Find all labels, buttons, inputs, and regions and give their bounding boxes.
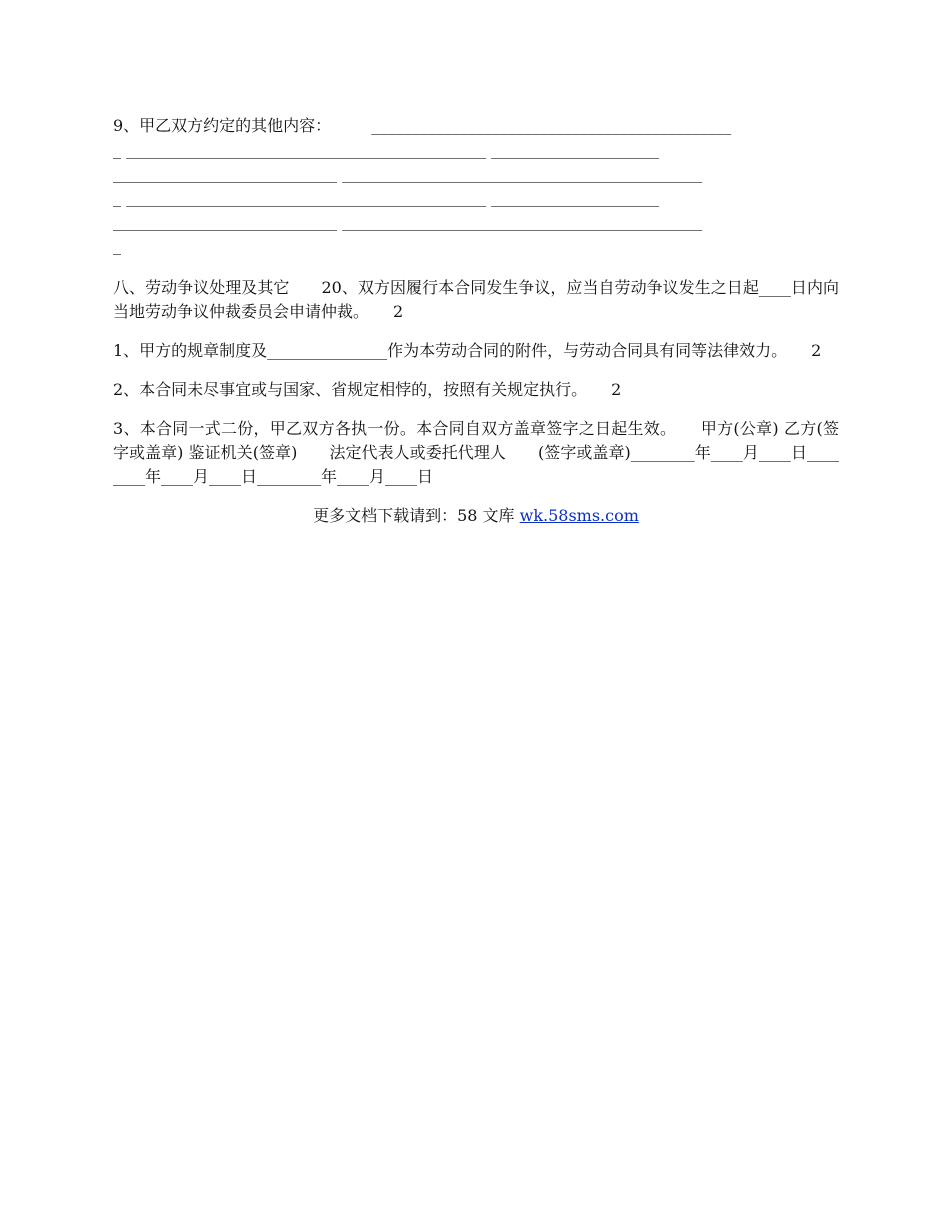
blank-underline-line: _ _____________________________________________ _____________________ [113, 140, 660, 159]
blank-underline-line: _ _____________________________________________ _____________________ [113, 188, 660, 207]
clause-2-paragraph: 2、本合同未尽事宜或与国家、省规定相悖的，按照有关规定执行。 2 [113, 380, 622, 399]
footer-link[interactable]: wk.58sms.com [519, 506, 639, 525]
document-page [113, 114, 839, 528]
item-9-heading: 9、甲乙双方约定的其他内容： [113, 116, 324, 135]
item-9-first-line [113, 114, 839, 138]
download-footer [113, 504, 839, 528]
blank-underline-line: _ [113, 236, 121, 255]
footer-text: 更多文档下载请到：58 文库 [313, 506, 520, 525]
section-8-paragraph: 八、劳动争议处理及其它 20、双方因履行本合同发生争议，应当自劳动争议发生之日起____日内向当地劳动争议仲裁委员会申请仲裁。 2 [113, 278, 839, 321]
clause-1-paragraph: 1、甲方的规章制度及_______________作为本劳动合同的附件，与劳动合同具有同等法律效力。 2 [113, 341, 822, 360]
clause-3-paragraph: 3、本合同一式二份，甲乙双方各执一份。本合同自双方盖章签字之日起生效。 甲方(公章) 乙方(签字或盖章) 鉴证机关(签章) 法定代表人或委托代理人 (签字或盖章)________年____月____日________年____月____日________年____月____日 [113, 419, 839, 486]
item-9-block [113, 114, 839, 258]
blank-underline-line: ____________________________ _____________________________________________ [113, 212, 703, 231]
blank-underline: _____________________________________________ [371, 116, 732, 135]
blank-underline-line: ____________________________ _____________________________________________ [113, 164, 703, 183]
